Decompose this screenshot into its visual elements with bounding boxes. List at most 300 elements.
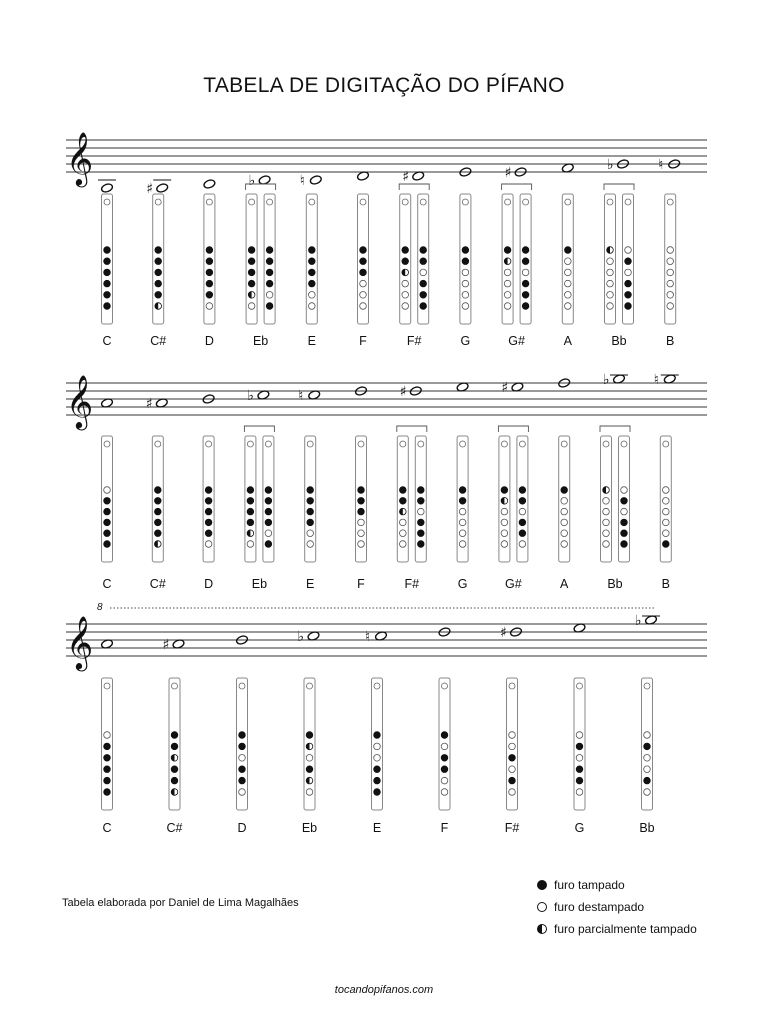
fife-diagram xyxy=(305,436,316,562)
embouchure-hole xyxy=(565,199,571,205)
closed-hole xyxy=(522,280,529,287)
closed-hole xyxy=(501,487,508,494)
note-column xyxy=(502,165,532,348)
embouchure-hole xyxy=(267,199,273,205)
closed-hole xyxy=(441,755,448,762)
note-head xyxy=(203,179,216,190)
embouchure-hole xyxy=(603,441,609,447)
note-column xyxy=(500,625,522,835)
open-hole xyxy=(307,541,314,548)
closed-hole xyxy=(644,777,651,784)
closed-hole xyxy=(360,247,367,254)
closed-hole xyxy=(248,258,255,265)
note-column xyxy=(459,167,472,348)
closed-hole xyxy=(266,269,273,276)
open-hole xyxy=(501,519,508,526)
embouchure-hole xyxy=(607,199,613,205)
fife-diagram xyxy=(169,678,180,810)
closed-hole xyxy=(374,789,381,796)
closed-hole xyxy=(309,247,316,254)
note-column xyxy=(298,388,320,591)
closed-hole xyxy=(418,519,425,526)
note-label: F xyxy=(359,334,367,348)
open-hole xyxy=(248,303,255,310)
staff xyxy=(66,374,707,430)
open-hole xyxy=(504,292,511,299)
treble-clef-icon: 𝄞 xyxy=(66,615,94,669)
note-label: F# xyxy=(504,821,520,835)
half-hole xyxy=(402,269,409,276)
closed-hole xyxy=(171,732,178,739)
embouchure-hole xyxy=(644,683,650,689)
note-column xyxy=(558,378,571,591)
closed-hole xyxy=(205,498,212,505)
open-hole xyxy=(667,258,674,265)
embouchure-hole xyxy=(155,199,161,205)
closed-hole xyxy=(307,508,314,515)
closed-hole xyxy=(625,292,632,299)
open-hole xyxy=(603,508,610,515)
note-label: F xyxy=(357,577,365,591)
note-label: C# xyxy=(150,334,167,348)
embouchure-hole xyxy=(309,199,315,205)
closed-hole xyxy=(306,766,313,773)
legend-label: furo tampado xyxy=(554,878,625,892)
fife-diagram xyxy=(439,678,450,810)
closed-hole xyxy=(205,519,212,526)
embouchure-hole xyxy=(249,199,255,205)
closed-hole xyxy=(104,743,111,750)
closed-hole xyxy=(247,487,254,494)
open-hole xyxy=(239,755,246,762)
closed-hole xyxy=(374,732,381,739)
page-title: TABELA DE DIGITAÇÃO DO PÍFANO xyxy=(203,74,565,97)
open-hole xyxy=(266,292,273,299)
fingering-row xyxy=(66,131,707,348)
closed-hole xyxy=(418,487,425,494)
fife-diagram xyxy=(499,436,510,562)
closed-hole xyxy=(519,487,526,494)
embouchure-hole xyxy=(307,441,313,447)
closed-hole xyxy=(621,498,628,505)
note-label: E xyxy=(307,334,316,348)
note-column xyxy=(146,396,168,591)
closed-hole xyxy=(266,247,273,254)
note-column xyxy=(635,613,660,835)
note-label: B xyxy=(661,577,670,591)
note-column xyxy=(202,394,215,591)
open-hole xyxy=(565,303,572,310)
open-hole xyxy=(504,269,511,276)
fife-diagram xyxy=(623,194,634,324)
open-hole xyxy=(501,541,508,548)
embouchure-hole xyxy=(505,199,511,205)
closed-hole xyxy=(248,280,255,287)
fife-diagram xyxy=(358,194,369,324)
embouchure-hole xyxy=(206,199,212,205)
note-label: D xyxy=(204,334,214,348)
accidental-mark: ♮ xyxy=(298,388,304,404)
note-label: C# xyxy=(166,821,183,835)
closed-hole xyxy=(155,519,162,526)
note-label: Bb xyxy=(607,577,623,591)
note-label: G# xyxy=(505,577,522,591)
half-hole xyxy=(306,743,313,750)
note-column xyxy=(236,635,249,835)
open-hole xyxy=(462,269,469,276)
open-hole-icon xyxy=(536,901,548,913)
accidental-mark: ♭ xyxy=(248,173,256,189)
open-hole xyxy=(402,292,409,299)
note-label: F# xyxy=(404,577,420,591)
closed-hole xyxy=(309,280,316,287)
accidental-mark: ♭ xyxy=(297,629,305,645)
embouchure-hole xyxy=(462,199,468,205)
closed-hole xyxy=(644,743,651,750)
closed-hole xyxy=(358,487,365,494)
closed-hole xyxy=(522,247,529,254)
closed-hole xyxy=(104,777,111,784)
open-hole xyxy=(441,789,448,796)
open-hole xyxy=(576,755,583,762)
closed-hole xyxy=(306,732,313,739)
accidental-mark: ♯ xyxy=(504,165,512,181)
fife-diagram xyxy=(372,678,383,810)
open-hole xyxy=(561,498,568,505)
open-hole xyxy=(607,292,614,299)
fife-diagram xyxy=(601,436,612,562)
note-column xyxy=(438,627,451,835)
alternate-bracket xyxy=(600,426,630,432)
treble-clef-icon: 𝄞 xyxy=(66,131,94,185)
open-hole xyxy=(459,541,466,548)
half-hole-icon xyxy=(536,923,548,935)
note-column xyxy=(357,171,370,348)
accidental-mark: ♭ xyxy=(635,613,642,629)
note-column xyxy=(604,157,634,348)
closed-hole xyxy=(248,269,255,276)
accidental-mark: ♭ xyxy=(247,388,255,404)
open-hole xyxy=(206,303,213,310)
embouchure-hole xyxy=(501,441,507,447)
closed-hole xyxy=(625,258,632,265)
open-hole xyxy=(418,508,425,515)
note-column xyxy=(298,629,320,835)
note-column xyxy=(244,388,274,591)
open-hole xyxy=(667,280,674,287)
note-column xyxy=(203,179,216,348)
half-hole xyxy=(171,789,178,796)
open-hole xyxy=(420,269,427,276)
open-hole xyxy=(400,530,407,537)
closed-hole xyxy=(155,292,162,299)
fife-diagram xyxy=(460,194,471,324)
closed-hole xyxy=(621,519,628,526)
fife-diagram xyxy=(562,194,573,324)
closed-hole xyxy=(307,498,314,505)
closed-hole xyxy=(265,498,272,505)
fife-diagram xyxy=(507,678,518,810)
note-column xyxy=(600,372,630,591)
closed-hole xyxy=(104,498,111,505)
half-hole xyxy=(247,530,254,537)
embouchure-hole xyxy=(400,441,406,447)
fife-diagram xyxy=(457,436,468,562)
closed-hole xyxy=(239,777,246,784)
fife-diagram xyxy=(264,194,275,324)
open-hole xyxy=(104,732,111,739)
closed-hole xyxy=(358,498,365,505)
closed-hole xyxy=(400,498,407,505)
open-hole xyxy=(561,508,568,515)
note-column xyxy=(163,637,185,835)
note-column xyxy=(561,163,574,348)
accidental-mark: ♮ xyxy=(365,629,371,645)
closed-hole xyxy=(155,498,162,505)
fife-diagram xyxy=(660,436,671,562)
alternate-bracket xyxy=(498,426,528,432)
closed-hole xyxy=(522,292,529,299)
closed-hole xyxy=(621,530,628,537)
note-label: Bb xyxy=(639,821,655,835)
embouchure-hole xyxy=(307,683,313,689)
closed-hole xyxy=(104,247,111,254)
fife-diagram xyxy=(517,436,528,562)
open-hole xyxy=(205,541,212,548)
open-hole xyxy=(501,530,508,537)
closed-hole xyxy=(309,269,316,276)
accidental-mark: ♮ xyxy=(658,157,664,173)
note-column xyxy=(98,180,116,348)
closed-hole xyxy=(441,766,448,773)
half-hole xyxy=(306,777,313,784)
open-hole xyxy=(239,789,246,796)
note-column xyxy=(456,382,469,591)
open-hole xyxy=(663,530,670,537)
closed-hole xyxy=(307,519,314,526)
fife-diagram xyxy=(263,436,274,562)
open-hole xyxy=(462,292,469,299)
open-hole xyxy=(621,487,628,494)
closed-hole xyxy=(420,280,427,287)
open-hole xyxy=(565,258,572,265)
open-hole xyxy=(519,508,526,515)
embouchure-hole xyxy=(104,441,110,447)
legend-item-open xyxy=(536,896,697,918)
note-label: F# xyxy=(406,334,422,348)
fife-diagram xyxy=(356,436,367,562)
closed-hole xyxy=(104,258,111,265)
open-hole xyxy=(667,292,674,299)
open-hole xyxy=(565,292,572,299)
embouchure-hole xyxy=(509,683,515,689)
note-label: G xyxy=(574,821,585,835)
closed-hole xyxy=(104,280,111,287)
note-label: D xyxy=(237,821,247,835)
note-label: C xyxy=(102,821,112,835)
fingering-row xyxy=(66,602,707,835)
open-hole xyxy=(247,541,254,548)
open-hole xyxy=(358,530,365,537)
fife-diagram xyxy=(102,678,113,810)
note-label: B xyxy=(666,334,675,348)
fife-diagram xyxy=(102,436,113,562)
closed-hole xyxy=(504,247,511,254)
open-hole xyxy=(607,280,614,287)
note-column xyxy=(300,173,322,348)
closed-hole xyxy=(459,487,466,494)
half-hole xyxy=(501,498,508,505)
closed-hole xyxy=(155,487,162,494)
embouchure-hole xyxy=(155,441,161,447)
open-hole xyxy=(400,541,407,548)
open-hole xyxy=(561,519,568,526)
fife-diagram xyxy=(605,194,616,324)
embouchure-hole xyxy=(460,441,466,447)
closed-hole xyxy=(522,303,529,310)
embouchure-hole xyxy=(621,441,627,447)
closed-hole xyxy=(522,258,529,265)
closed-hole xyxy=(206,280,213,287)
closed-hole xyxy=(239,743,246,750)
half-hole xyxy=(504,258,511,265)
embouchure-hole xyxy=(104,199,110,205)
open-hole xyxy=(462,303,469,310)
fife-diagram xyxy=(152,436,163,562)
note-label: Eb xyxy=(301,821,318,835)
fife-diagram xyxy=(245,436,256,562)
accidental-mark: ♮ xyxy=(653,372,659,388)
note-label: E xyxy=(372,821,382,835)
closed-hole xyxy=(155,508,162,515)
accidental-mark: ♭ xyxy=(607,157,614,173)
closed-hole xyxy=(265,508,272,515)
closed-hole xyxy=(266,258,273,265)
half-hole xyxy=(607,247,614,254)
alternate-bracket xyxy=(502,184,532,190)
closed-hole xyxy=(576,777,583,784)
open-hole xyxy=(501,508,508,515)
embouchure-hole xyxy=(360,199,366,205)
half-hole xyxy=(155,303,162,310)
closed-hole xyxy=(104,519,111,526)
open-hole xyxy=(462,280,469,287)
embouchure-hole xyxy=(374,683,380,689)
open-hole xyxy=(360,292,367,299)
embouchure-hole xyxy=(663,441,669,447)
embouchure-hole xyxy=(519,441,525,447)
open-hole xyxy=(374,743,381,750)
embouchure-hole xyxy=(442,683,448,689)
open-hole xyxy=(309,292,316,299)
closed-hole xyxy=(625,303,632,310)
note-label: G xyxy=(460,334,471,348)
closed-hole xyxy=(663,541,670,548)
legend-label: furo destampado xyxy=(554,900,645,914)
closed-hole-icon xyxy=(536,879,548,891)
fife-diagram xyxy=(204,194,215,324)
open-hole xyxy=(576,789,583,796)
fife-diagram xyxy=(102,194,113,324)
closed-hole xyxy=(155,280,162,287)
fife-diagram xyxy=(203,436,214,562)
open-hole xyxy=(603,530,610,537)
note-label: F xyxy=(440,821,449,835)
closed-hole xyxy=(420,303,427,310)
open-hole xyxy=(644,732,651,739)
note-column xyxy=(101,639,114,835)
embouchure-hole xyxy=(561,441,567,447)
note-label: C xyxy=(102,577,112,591)
half-hole xyxy=(399,508,406,515)
fife-diagram xyxy=(642,678,653,810)
note-label: C xyxy=(102,334,112,348)
open-hole xyxy=(360,303,367,310)
open-hole xyxy=(603,519,610,526)
open-hole xyxy=(522,269,529,276)
closed-hole xyxy=(239,732,246,739)
open-hole xyxy=(561,541,568,548)
closed-hole xyxy=(266,303,273,310)
closed-hole xyxy=(509,755,516,762)
open-hole xyxy=(504,303,511,310)
open-hole xyxy=(509,766,516,773)
open-hole xyxy=(402,303,409,310)
note-label: C# xyxy=(149,577,166,591)
embouchure-hole xyxy=(239,683,245,689)
closed-hole xyxy=(565,247,572,254)
embouchure-hole xyxy=(420,199,426,205)
closed-hole xyxy=(205,530,212,537)
alternate-bracket xyxy=(244,426,274,432)
half-hole xyxy=(248,292,255,299)
closed-hole xyxy=(104,541,111,548)
closed-hole xyxy=(374,777,381,784)
note-head xyxy=(309,175,322,186)
closed-hole xyxy=(155,530,162,537)
open-hole xyxy=(360,280,367,287)
note-label: Eb xyxy=(251,577,268,591)
closed-hole xyxy=(459,498,466,505)
legend-item-closed xyxy=(536,874,697,896)
closed-hole xyxy=(155,258,162,265)
closed-hole xyxy=(625,280,632,287)
open-hole xyxy=(509,789,516,796)
treble-clef-icon: 𝄞 xyxy=(66,374,94,428)
closed-hole xyxy=(420,247,427,254)
closed-hole xyxy=(247,508,254,515)
legend-label: furo parcialmente tampado xyxy=(554,922,697,936)
half-hole xyxy=(171,755,178,762)
closed-hole xyxy=(519,498,526,505)
fingering-row xyxy=(66,372,707,591)
note-label: Eb xyxy=(252,334,269,348)
open-hole xyxy=(402,280,409,287)
open-hole xyxy=(607,258,614,265)
closed-hole xyxy=(239,766,246,773)
embouchure-hole xyxy=(206,441,212,447)
closed-hole xyxy=(155,269,162,276)
closed-hole xyxy=(418,498,425,505)
closed-hole xyxy=(418,541,425,548)
accidental-mark: ♯ xyxy=(399,384,407,400)
note-column xyxy=(658,157,680,348)
open-hole xyxy=(621,508,628,515)
closed-hole xyxy=(307,487,314,494)
footer-url: tocandopifanos.com xyxy=(334,984,434,996)
closed-hole xyxy=(265,487,272,494)
open-hole xyxy=(625,269,632,276)
